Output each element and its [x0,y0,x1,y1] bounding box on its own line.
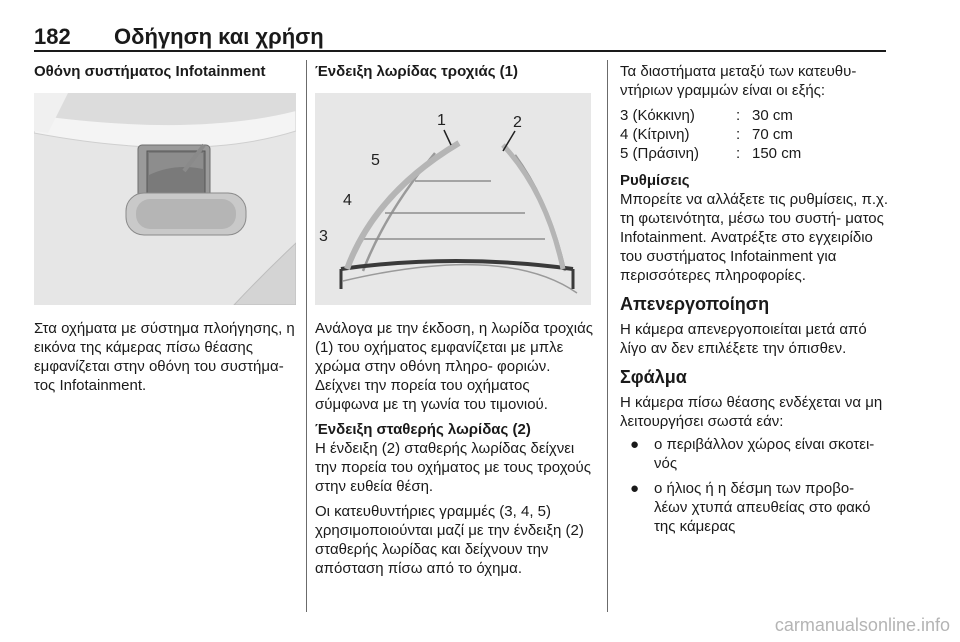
distance-separator: : [736,126,741,143]
static-lane-paragraph: Η ένδειξη (2) σταθερής λωρίδας δείχνει την πορεία του οχήματος με τους τροχούς στην ευθεία θέση. [315,440,591,495]
intervals-intro: Τα διαστήματα μεταξύ των κατευθυ- ντήριων γραμμών είναι οι εξής: [620,63,857,99]
guideline-figure [315,93,591,305]
column-1 [34,62,296,395]
label-3: 3 [319,228,328,245]
camera-display-figure [34,93,296,305]
column-divider-1 [306,60,307,612]
page-title: Οδήγηση και χρήση [114,24,324,49]
label-5: 5 [371,152,380,169]
car-interior-illustration [34,93,296,305]
distance-label: 5 (Πράσινη) [620,145,699,162]
section-heading-settings: Ρυθμίσεις [620,172,690,189]
watermark: carmanualsonline.info [774,615,950,635]
bullet-text: ο ήλιος ή η δέσμη των προβο- λέων χτυπά απευθείας στο φακό της κάμερας [654,480,871,535]
section-heading-deactivation: Απενεργοποίηση [620,294,770,314]
section-heading-static-lane: Ένδειξη σταθερής λωρίδας (2) [315,421,531,438]
section-heading-fault: Σφάλμα [620,367,687,387]
distance-value: 70 cm [752,126,793,143]
fault-paragraph: Η κάμερα πίσω θέασης ενδέχεται να μη λειτουργήσει σωστά εάν: [620,394,883,430]
distance-separator: : [736,107,741,124]
label-1: 1 [437,112,446,129]
column-3 [620,62,890,542]
bullet-text: ο περιβάλλον χώρος είναι σκοτει- νός [654,436,875,472]
guidelines-paragraph: Οι κατευθυντήριες γραμμές (3, 4, 5) χρησιμοποιούνται μαζί με την ένδειξη (2) σταθερής λωρίδας και δείχνουν την απόσταση πίσω από το όχημα. [315,503,584,577]
guideline-diagram [315,93,591,305]
column-2 [315,62,593,578]
table-row [620,106,801,125]
distance-value: 30 cm [752,107,793,124]
distance-label: 4 (Κίτρινη) [620,126,690,143]
distance-table [620,106,801,163]
bullet-icon: ● [630,480,640,497]
column-divider-2 [607,60,608,612]
settings-paragraph: Μπορείτε να αλλάξετε τις ρυθμίσεις, π.χ. τη φωτεινότητα, μέσω του συστή- ματος Infotainment. Ανατρέξτε στο εγχειρίδιο του συστήματος Infotainment για περισσότερες πληροφορίες. [620,191,889,284]
distance-separator: : [736,145,741,162]
deactivation-paragraph: Η κάμερα απενεργοποιείται μετά από λίγο αν δεν επιλέξετε την όπισθεν. [620,321,867,357]
page-number: 182 [34,24,71,49]
table-row [620,125,801,144]
infotainment-paragraph: Στα οχήματα με σύστημα πλοήγησης, η εικόνα της κάμερας πίσω θέασης εμφανίζεται στην οθόνη του συστήμα- τος Infotainment. [34,320,295,394]
section-heading-infotainment: Οθόνη συστήματος Infotainment [34,63,266,80]
list-item [620,435,890,473]
section-heading-trajectory: Ένδειξη λωρίδας τροχιάς (1) [315,63,519,80]
table-row [620,144,801,163]
list-item [620,479,890,536]
distance-label: 3 (Κόκκινη) [620,107,695,124]
page-header [34,10,886,50]
label-4: 4 [343,192,352,209]
distance-value: 150 cm [752,145,802,162]
label-2: 2 [513,114,522,131]
header-rule [34,50,886,52]
fault-bullet-list [620,435,890,536]
trajectory-paragraph: Ανάλογα με την έκδοση, η λωρίδα τροχιάς (1) του οχήματος εμφανίζεται με μπλε χρώμα στην οθόνη πληρο- φοριών. Δείχνει την πορεία του οχήματος σύμφωνα με τη γωνία του τιμονιού. [315,320,593,413]
bullet-icon: ● [630,436,640,453]
